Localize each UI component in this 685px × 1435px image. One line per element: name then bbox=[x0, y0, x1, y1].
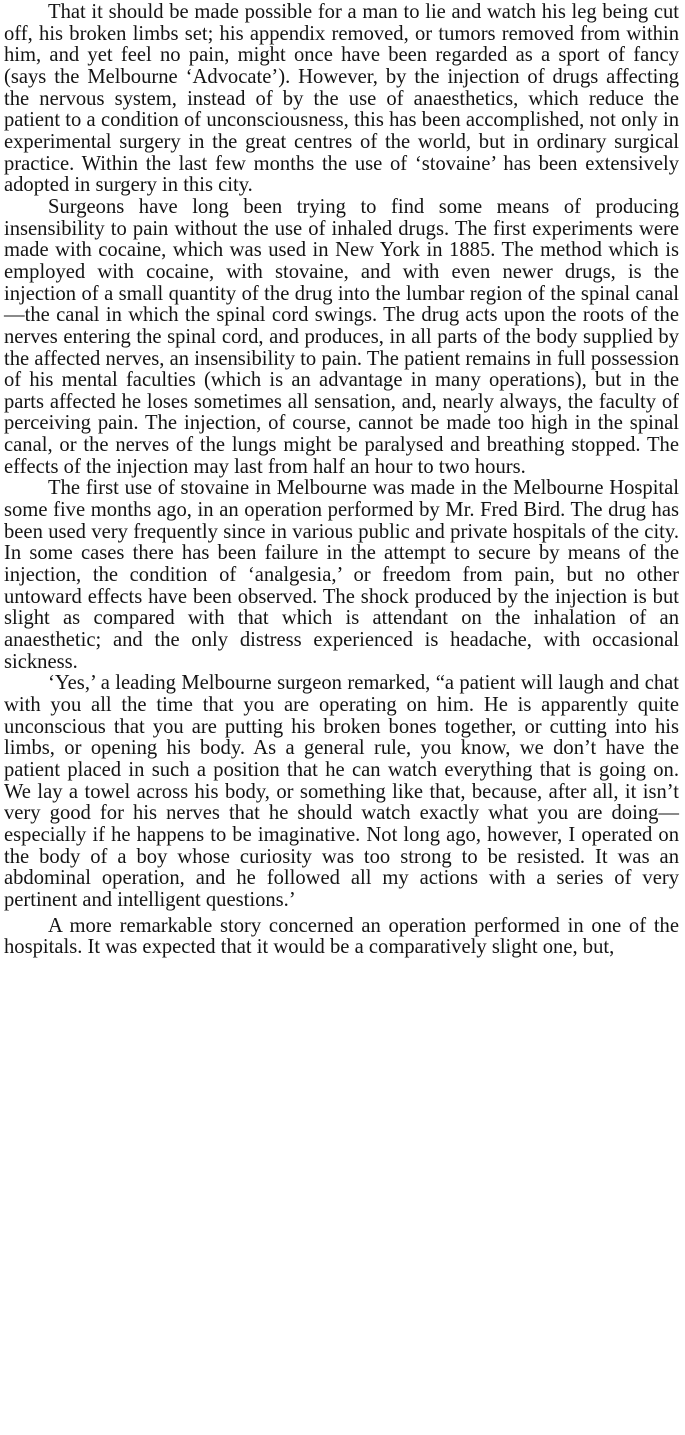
paragraph-1: That it should be made possible for a man to lie and watch his leg being cut off, his broken limbs set; his appendix removed, or tumors removed from within him, and yet feel no pain, might once have been regarded as a sport of fancy (says the Melbourne ‘Advocate’). However, by the injection of drugs affecting the nervous system, instead of by the use of anaesthetics, which reduce the patient to a condition of unconsciousness, this has been accomplished, not only in experimental surgery in the great centres of the world, but in ordinary surgical practice. Within the last few months the use of ‘stovaine’ has been extensively adopted in surgery in this city. bbox=[4, 1, 679, 197]
paragraph-3: The first use of stovaine in Melbourne was made in the Melbourne Hospital some five months ago, in an operation performed by Mr. Fred Bird. The drug has been used very frequently since in various public and private hospitals of the city. In some cases there has been failure in the attempt to secure by means of the injection, the condition of ‘analgesia,’ or freedom from pain, but no other untoward effects have been observed. The shock produced by the injection is but slight as compared with that which is attendant on the inhalation of an anaesthetic; and the only distress experienced is headache, with occasional sickness. bbox=[4, 477, 679, 673]
paragraph-4: ‘Yes,’ a leading Melbourne surgeon remarked, “a patient will laugh and chat with you all the time that you are operating on him. He is apparently quite unconscious that you are putting his broken bones together, or cutting into his limbs, or opening his body. As a general rule, you know, we don’t have the patient placed in such a position that he can watch everything that is going on. We lay a towel across his body, or something like that, because, after all, it isn’t very good for his nerves that he should watch exactly what you are doing—especially if he happens to be imaginative. Not long ago, however, I operated on the body of a boy whose curiosity was too strong to be resisted. It was an abdominal operation, and he followed all my actions with a series of very pertinent and intelligent questions.’ bbox=[4, 672, 679, 911]
paragraph-2: Surgeons have long been trying to find some means of producing insensibility to pain without the use of inhaled drugs. The first experiments were made with cocaine, which was used in New York in 1885. The method which is employed with cocaine, with stovaine, and with even newer drugs, is the injection of a small quantity of the drug into the lumbar region of the spinal canal—the canal in which the spinal cord swings. The drug acts upon the roots of the nerves entering the spinal cord, and produces, in all parts of the body supplied by the affected nerves, an insensibility to pain. The patient remains in full possession of his mental faculties (which is an advantage in many operations), but in the parts affected he loses sometimes all sensation, and, nearly always, the faculty of perceiving pain. The injection, of course, cannot be made too high in the spinal canal, or the nerves of the lungs might be paralysed and breathing stopped. The effects of the injection may last from half an hour to two hours. bbox=[4, 195, 679, 478]
article-column bbox=[4, 2, 679, 959]
paragraph-5: A more remarkable story concerned an operation performed in one of the hospitals. It was expected that it would be a comparatively slight one, but, bbox=[4, 914, 679, 959]
